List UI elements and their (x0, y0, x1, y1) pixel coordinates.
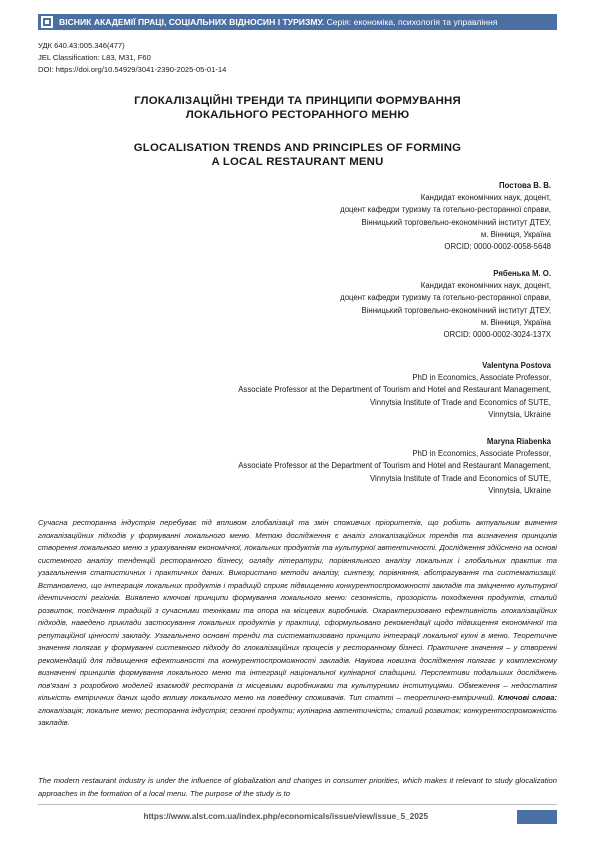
author-line: Кандидат економічних наук, доцент, (420, 193, 551, 203)
article-meta (38, 40, 226, 76)
author-line: м. Вінниця, Україна (480, 317, 551, 327)
author-line: Вінницький торговельно-економічний інститут ДТЕУ, (361, 305, 551, 315)
author-line: доцент кафедри туризму та готельно-ресторанної справи, (340, 293, 551, 303)
author-name: Постова В. В. (498, 181, 551, 190)
abstract-english (38, 775, 557, 800)
journal-title: ВІСНИК АКАДЕМІЇ ПРАЦІ, СОЦІАЛЬНИХ ВІДНОСИН І ТУРИЗМУ. Серія: економіка, психологія та управління (59, 17, 498, 27)
keywords-label: Ключові слова: (497, 693, 558, 702)
author-orcid: ORCID: 0000-0002-3024-137X (443, 330, 551, 340)
author-line: Vinnytsia, Ukraine (488, 409, 551, 419)
author-line: доцент кафедри туризму та готельно-ресторанної справи, (340, 205, 551, 215)
author-name: Valentyna Postova (482, 361, 551, 370)
keywords-text: глокалізація; локальне меню; ресторанна індустрія; сезонні продукти; кулінарна автентичність; сталий розвиток; конкурентоспроможність закладів. (38, 705, 557, 727)
author-line: PhD in Economics, Associate Professor, (412, 373, 551, 383)
author-line: Vinnytsia Institute of Trade and Economics of SUTE, (369, 397, 551, 407)
journal-header-bar (38, 14, 557, 30)
author-line: Associate Professor at the Department of Tourism and Hotel and Restaurant Management, (238, 385, 551, 395)
footer-page-box (517, 810, 557, 824)
journal-series: Серія: економіка, психологія та управління (326, 17, 498, 27)
title-ukrainian: ГЛОКАЛІЗАЦІЙНІ ТРЕНДИ ТА ПРИНЦИПИ ФОРМУВАННЯ ЛОКАЛЬНОГО РЕСТОРАННОГО МЕНЮ (134, 95, 461, 121)
doi-link[interactable]: DOI: https://doi.org/10.54929/3041-2390-2025-05-01-14 (38, 65, 227, 74)
author-name: Maryna Riabenka (486, 437, 551, 446)
abstract-en-text: The modern restaurant industry is under the influence of globalization and changes in consumer priorities, which makes it relevant to study glocalization approaches in the formation of a local menu. The purpose of the study is to (38, 776, 557, 798)
author-line: м. Вінниця, Україна (480, 229, 551, 239)
footer-divider (38, 804, 557, 805)
jel-classification: JEL Classification: L83, M31, F60 (38, 53, 151, 62)
author-block-uk-1 (340, 180, 551, 253)
footer-issue-url[interactable]: https://www.alst.com.ua/index.php/economicals/issue/view/issue_5_2025 (143, 812, 428, 821)
abstract-text: Сучасна ресторанна індустрія перебуває під впливом глобалізації та змін споживчих пріоритетів, що робить актуальним вивчення глокалізаційних підходів у формуванні локального меню. Метою дослідження є аналіз глокалізаційних трендів та визначення принципів створення локального меню з урахуванням економічної, локальних продуктів та культурної автентичності. Дослідження здійснено на основі системного аналізу тенденцій ресторанного бізнесу, огляду літератури, порівняльного аналізу локальних і глобальних практик та узагальнення статистичних і практичних даних. Використано методи аналізу, синтезу, порівняння, абстрагування та систематизації. Встановлено, що інтеграція локальних продуктів і традицій сприяє підвищенню конкурентоспроможності закладів та зміцненню культурної ідентичності регіонів. Виявлено ключові принципи формування локального меню: сезонність, прозорість походження продуктів, сталий розвиток, поєднання традицій з сучасними техніками та опора на місцевих виробників. Охарактеризовано ефективність глокалізаційних підходів, наведено приклади застосування локальних продуктів у практиці, сформульовано рекомендації щодо підвищення економічної та репутаційної цінності закладу. Узагальнено основні тренди та систематизовано принципи інтеграції локальної кухні в меню. Теоретичне значення полягає у формуванні системного підходу до глокалізаційних процесів у ресторанному бізнесі. Практичне значення – у створенні рекомендацій для підвищення ефективності та конкурентоспроможності закладів. Наукова новизна дослідження полягає у комплексному визначенні принципів формування локального меню та інтеграції національної кулінарної спадщини. Перспективи подальших досліджень пов'язані з розробкою моделей взаємодії ресторанів із місцевими виробниками та культурними інституціями. Обмеження – недостатня кількість емпіричних даних щодо впливу локального меню на поведінку споживачів. Тип статті – теоретично-емпіричний. (38, 518, 557, 702)
journal-logo-icon (41, 16, 53, 28)
abstract-ukrainian (38, 517, 557, 730)
author-name: Рябенька М. О. (493, 269, 551, 278)
author-line: Vinnytsia, Ukraine (488, 485, 551, 495)
udc-code: УДК 640.43:005.346(477) (38, 41, 125, 50)
author-line: PhD in Economics, Associate Professor, (412, 449, 551, 459)
author-orcid: ORCID: 0000-0002-0058-5648 (444, 242, 551, 252)
author-line: Vinnytsia Institute of Trade and Economics of SUTE, (369, 473, 551, 483)
author-block-en-1 (238, 360, 551, 421)
author-block-en-2 (238, 436, 551, 497)
author-line: Вінницький торговельно-економічний інститут ДТЕУ, (361, 217, 551, 227)
author-line: Кандидат економічних наук, доцент, (420, 281, 551, 291)
author-block-uk-2 (340, 268, 551, 341)
title-english: GLOCALISATION TRENDS AND PRINCIPLES OF FORMING A LOCAL RESTAURANT MENU (133, 142, 462, 168)
author-line: Associate Professor at the Department of Tourism and Hotel and Restaurant Management, (238, 461, 551, 471)
